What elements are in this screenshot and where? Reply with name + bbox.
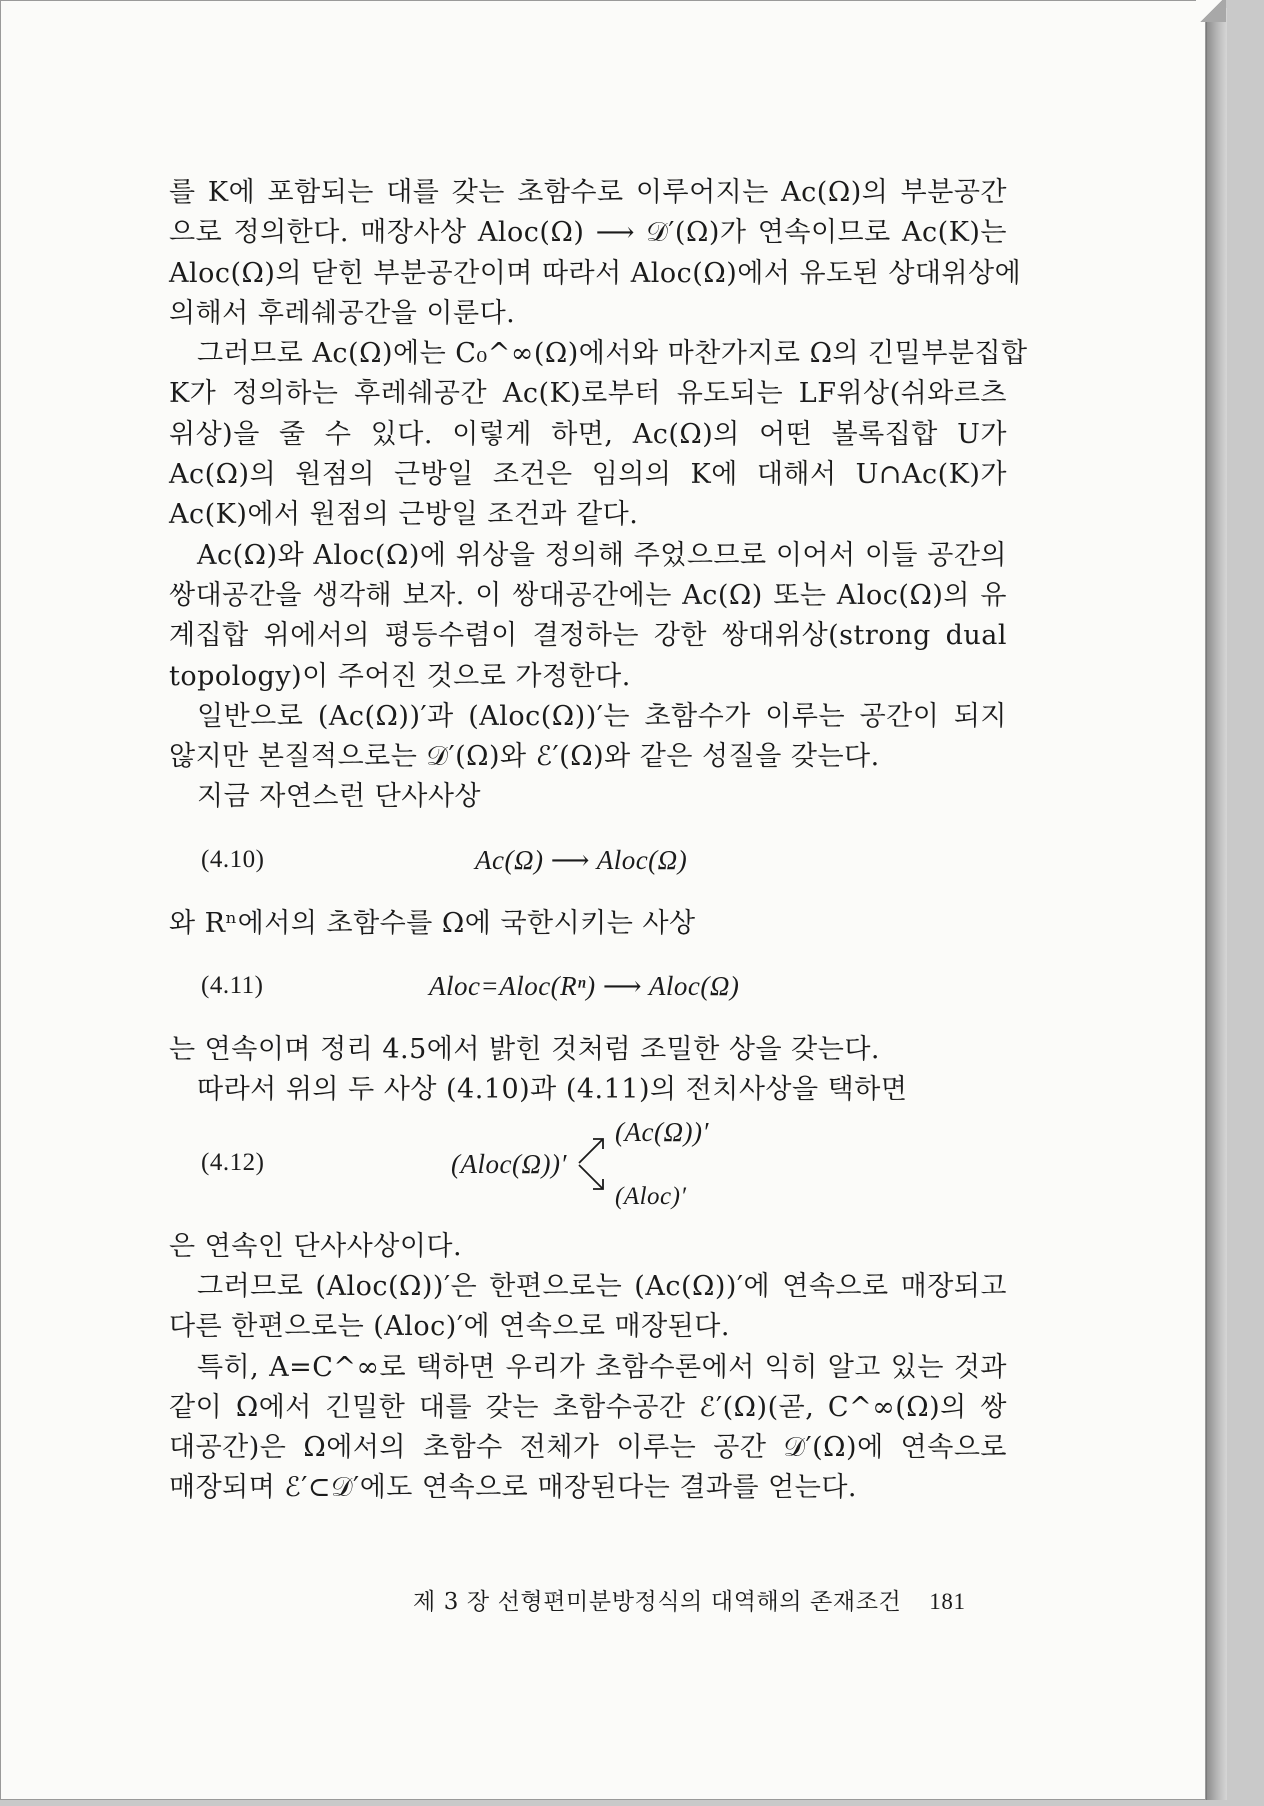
diagram-target-top: (Ac(Ω))′: [615, 1116, 709, 1147]
equation-expression: Ac(Ω) ⟶ Aloc(Ω): [475, 844, 688, 875]
page-number: 181: [929, 1589, 966, 1614]
text-line: 와 Rⁿ에서의 초함수를 Ω에 국한시키는 사상: [169, 907, 696, 939]
text-line: K가 정의하는 후레쉐공간 Ac(K)로부터 유도되는 LF위상(쉬와르츠: [169, 378, 1007, 410]
diagram-source: (Aloc(Ω))′: [451, 1148, 567, 1179]
chapter-title: 제 3 장 선형편미분방정식의 대역해의 존재조건: [413, 1589, 902, 1615]
equation-number: (4.12): [201, 1148, 265, 1176]
text-line: 대공간)은 Ω에서의 초함수 전체가 이루는 공간 𝒟′(Ω)에 연속으로: [169, 1432, 1007, 1464]
text-line: 따라서 위의 두 사상 (4.10)과 (4.11)의 전치사상을 택하면: [197, 1074, 908, 1106]
equation-4-11: [169, 956, 1007, 1016]
text-line: 같이 Ω에서 긴밀한 대를 갖는 초함수공간 ℰ′(Ω)(곧, C^∞(Ω)의 쌍: [169, 1391, 1007, 1423]
text-line: 으로 정의한다. 매장사상 Aloc(Ω) ⟶ 𝒟′(Ω)가 연속이므로 Ac(K)는: [169, 217, 1007, 249]
text-line: 그러므로 (Aloc(Ω))′은 한편으로는 (Ac(Ω))′에 연속으로 매장되고: [197, 1270, 1007, 1302]
text-line: 지금 자연스런 단사사상: [197, 781, 481, 813]
running-footer: [413, 1583, 966, 1616]
text-line: 은 연속인 단사사상이다.: [169, 1230, 463, 1262]
text-line: 일반으로 (Ac(Ω))′과 (Aloc(Ω))′는 초함수가 이루는 공간이 되지: [197, 700, 1007, 732]
text-line: 의해서 후레쉐공간을 이룬다.: [169, 297, 516, 329]
text-line: topology)이 주어진 것으로 가정한다.: [169, 660, 631, 692]
paragraph: [169, 334, 1028, 535]
page-stack-edge: [1206, 8, 1227, 1800]
page-corner-curl: [1196, 0, 1226, 22]
text-line: 쌍대공간을 생각해 보자. 이 쌍대공간에는 Ac(Ω) 또는 Aloc(Ω)의 유: [169, 579, 1007, 611]
equation-number: (4.11): [201, 972, 264, 1000]
text-line: Ac(Ω)와 Aloc(Ω)에 위상을 정의해 주었으므로 이어서 이들 공간의: [197, 539, 1007, 571]
text-line: 매장되며 ℰ′⊂𝒟′에도 연속으로 매장된다는 결과를 얻는다.: [169, 1472, 857, 1504]
equation-number: (4.10): [201, 845, 265, 873]
arrow-down-right: [579, 1165, 603, 1189]
paragraph: [169, 904, 1007, 944]
text-line: Ac(K)에서 원점의 근방일 조건과 같다.: [169, 499, 639, 531]
text-line: 계집합 위에서의 평등수렴이 결정하는 강한 쌍대위상(strong dual: [169, 620, 1007, 652]
paragraph: [169, 536, 1007, 697]
paragraph: [169, 173, 1022, 334]
text-line: Ac(Ω)의 원점의 근방일 조건은 임의의 K에 대해서 U∩Ac(K)가: [169, 459, 1007, 491]
text-line: Aloc(Ω)의 닫힌 부분공간이며 따라서 Aloc(Ω)에서 유도된 상대위상에: [169, 257, 1022, 289]
text-line: 다른 한편으로는 (Aloc)′에 연속으로 매장된다.: [169, 1311, 730, 1343]
paragraph: [169, 1030, 1007, 1111]
text-line: 특히, A=C^∞로 택하면 우리가 초함수론에서 익히 알고 있는 것과: [197, 1351, 1007, 1383]
diagram-target-bottom: (Aloc)′: [615, 1182, 687, 1210]
paragraph: [169, 1227, 1007, 1509]
text-line: 는 연속이며 정리 4.5에서 밝힌 것처럼 조밀한 상을 갖는다.: [169, 1034, 880, 1066]
paragraph: [169, 697, 1007, 818]
text-line: 그러므로 Ac(Ω)에는 C₀^∞(Ω)에서와 마찬가지로 Ω의 긴밀부분집합: [197, 338, 1028, 370]
text-line: 않지만 본질적으로는 𝒟′(Ω)와 ℰ′(Ω)와 같은 성질을 갖는다.: [169, 741, 880, 773]
text-line: 위상)을 줄 수 있다. 이렇게 하면, Ac(Ω)의 어떤 볼록집합 U가: [169, 418, 1007, 450]
equation-4-10: [169, 830, 1007, 890]
equation-4-12-diagram: [169, 1115, 1007, 1221]
arrow-up-right: [579, 1139, 603, 1163]
text-line: 를 K에 포함되는 대를 갖는 초함수로 이루어지는 Ac(Ω)의 부분공간: [169, 177, 1007, 208]
diagram-arrows: [575, 1129, 609, 1199]
equation-expression: Aloc=Aloc(Rⁿ) ⟶ Aloc(Ω): [429, 971, 740, 1002]
page-body: [169, 173, 1028, 1509]
